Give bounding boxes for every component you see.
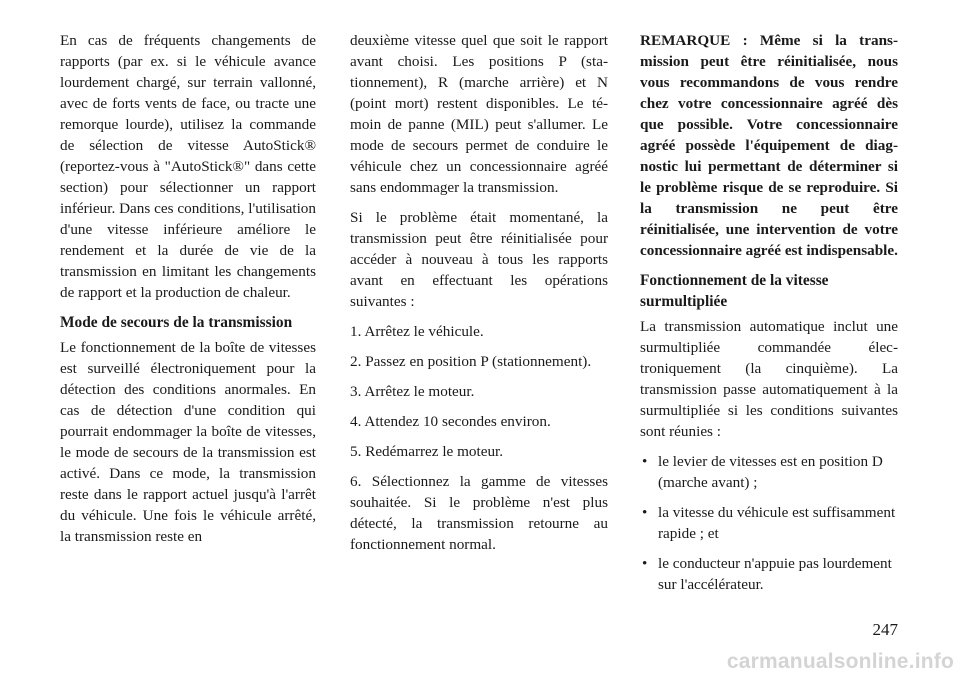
- reset-step: 2. Passez en position P (stationnement).: [350, 353, 592, 370]
- list-item-text: le levier de vitesses est en position D (marche avant) ;: [658, 453, 883, 491]
- remark-note: REMARQUE : Même si la transmission peut être réinitialisée, nous vous recommandons de vous rendre chez votre concessionnaire agréé dès que possible. Votre concessionnaire agréé possède l'équipement de diagnostic lui permettant de déterminer si le problème risque de se reproduire. Si la transmission ne peut être réinitialisée, une intervention de votre concessionnaire agréé est indispensable.: [640, 32, 898, 259]
- text-column-right: [640, 30, 898, 604]
- paragraph-limp-mode: Le fonctionnement de la boîte de vitesses est surveillé électroniquement pour la détection des conditions anormales. En cas de détection d'une condition qui pourrait endommager la boîte de vitesses, le mode de secours de la transmission est activé. Dans ce mode, la transmission reste dans le rapport actuel jusqu'à l'arrêt du véhicule. Une fois le véhicule arrêté, la transmission reste en: [60, 339, 316, 545]
- paragraph-limp-mode-continued: deuxième vitesse quel que soit le rapport avant choisi. Les positions P (stationnement), R (marche arrière) et N (point mort) restent disponibles. Le témoin de panne (MIL) peut s'allumer. Le mode de secours permet de conduire le véhicule chez un concessionnaire agréé sans endommager la transmission.: [350, 32, 608, 196]
- reset-step: 1. Arrêtez le véhicule.: [350, 323, 484, 340]
- page-number: 247: [872, 620, 898, 639]
- list-item: [640, 451, 898, 493]
- section-heading-overdrive: Fonctionnement de la vitesse surmultipliée: [640, 272, 829, 310]
- list-item: [640, 553, 898, 595]
- bullet-icon: •: [642, 453, 648, 470]
- list-item-text: le conducteur n'appuie pas lourdement sur l'accélérateur.: [658, 555, 892, 593]
- list-item-text: la vitesse du véhicule est suffisamment rapide ; et: [658, 504, 896, 542]
- reset-step: 5. Redémarrez le moteur.: [350, 443, 504, 460]
- bullet-icon: •: [642, 555, 648, 572]
- watermark-text: carmanualsonline.info: [726, 650, 954, 673]
- reset-step: 3. Arrêtez le moteur.: [350, 383, 475, 400]
- paragraph-overdrive: La transmission automatique inclut une surmultipliée commandée électroniquement (la cinquième). La transmission passe automatiquement à la surmultipliée si les conditions suivantes sont réunies :: [640, 318, 898, 440]
- bullet-icon: •: [642, 504, 648, 521]
- paragraph-autostick-advice: En cas de fréquents changements de rapports (par ex. si le véhicule avance lourdement chargé, sur terrain vallonné, avec de forts vents de face, ou tracte une remorque lourde), utilisez la commande de sélection de vitesse AutoStick® (reportez-vous à "AutoStick®" dans cette section) pour sélectionner un rapport inférieur. Dans ces conditions, l'utilisation d'une vitesse inférieure améliore le rendement et la durée de vie de la transmission en limitant les changements de rapport et la production de chaleur.: [60, 32, 316, 301]
- reset-step: 4. Attendez 10 secondes environ.: [350, 413, 551, 430]
- list-item: [640, 502, 898, 544]
- paragraph-reset-intro: Si le problème était momentané, la transmission peut être réinitialisée pour accéder à nouveau à tous les rapports avant en effectuant les opérations suivantes :: [350, 209, 608, 310]
- text-column-left: [60, 30, 316, 556]
- reset-steps-list: [350, 321, 608, 555]
- reset-step: 6. Sélectionnez la gamme de vitesses souhaitée. Si le problème n'est plus détecté, la transmission retourne au fonctionnement normal.: [350, 473, 608, 553]
- text-column-middle: [350, 30, 608, 564]
- overdrive-conditions-list: [640, 451, 898, 595]
- section-heading-limp-mode: Mode de secours de la transmission: [60, 314, 293, 331]
